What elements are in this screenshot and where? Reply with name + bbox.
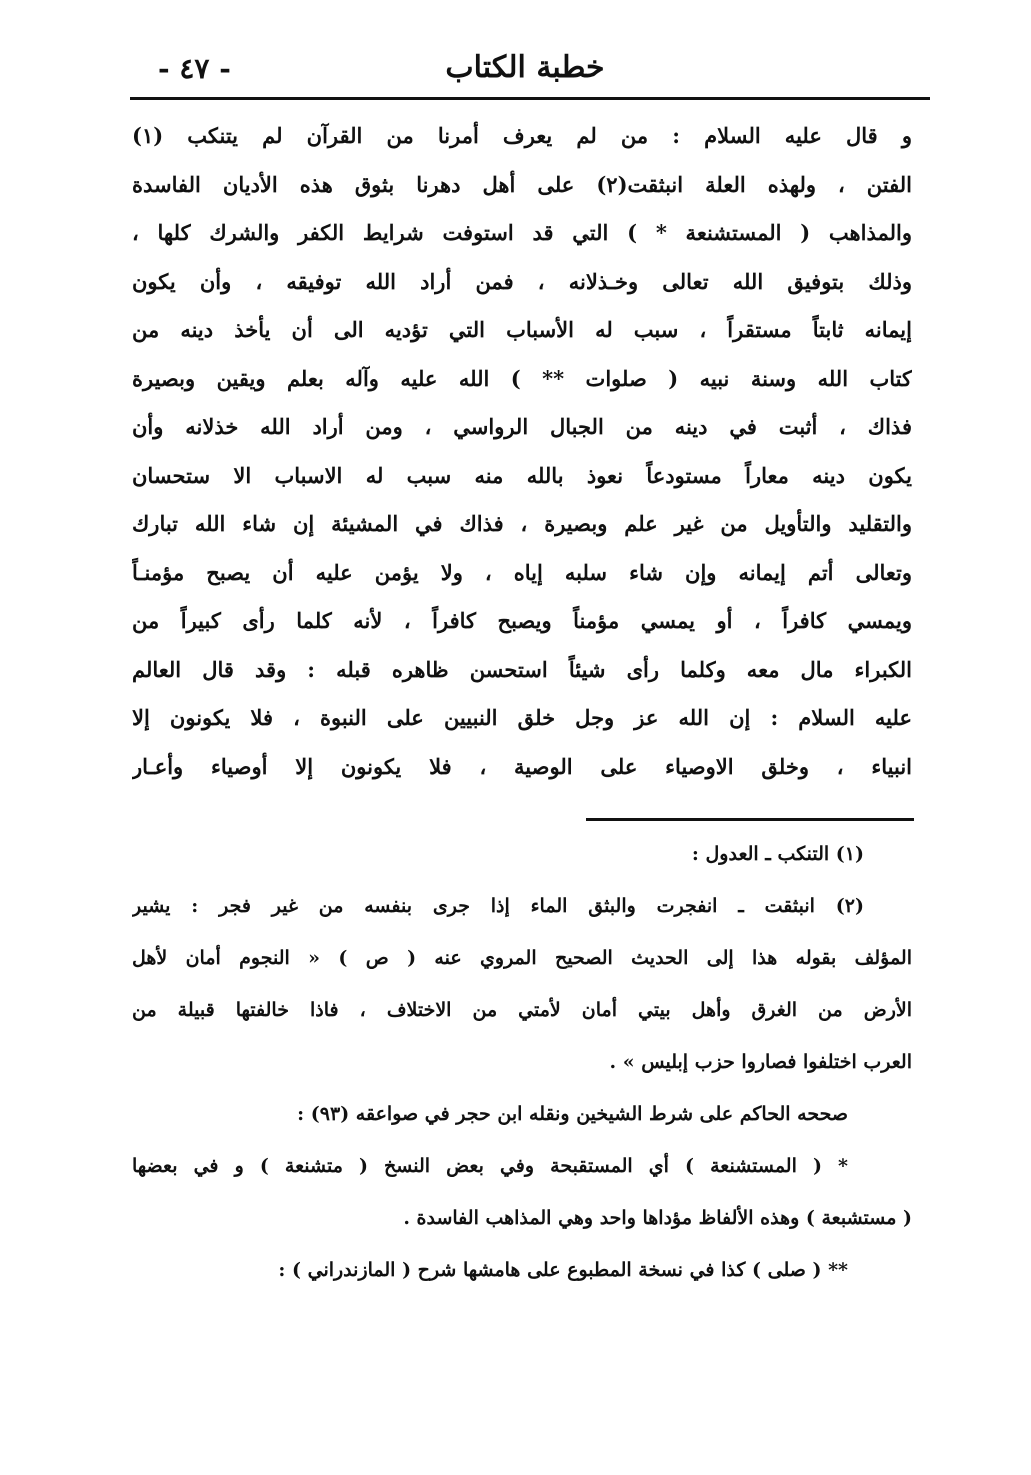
text-line: يكون دينه معاراً مستودعاً نعوذ بالله منه سبب له الاسباب الا ستحسان: [132, 462, 912, 488]
header-rule: [130, 97, 930, 100]
text-line: عليه السلام : إن الله عز وجل خلق النبيين على النبوة ، فلا يكونون إلا: [132, 705, 912, 730]
page-header: [130, 44, 920, 98]
footnote-line: صححه الحاكم على شرط الشيخين ونقله ابن حجر في صواعقه (٩٣) :: [297, 1103, 848, 1125]
text-line: الكبراء مال معه وكلما رأى شيئاً استحسن ظاهره قبله : وقد قال العالم: [132, 656, 912, 682]
footnote-line: ** ( صلى ) كذا في نسخة المطبوع على هامشها شرح ( المازندراني ) :: [278, 1259, 848, 1281]
footnote-line: المؤلف بقوله هذا إلى الحديث الصحيح المروي عنه ( ص ) « النجوم أمان لأهل: [132, 947, 912, 969]
text-line: كتاب الله وسنة نبيه ( صلوات ** ) الله عليه وآله بعلم ويقين وبصيرة: [132, 365, 912, 391]
text-line: فذاك ، أثبت في دينه من الجبال الرواسي ، ومن أراد الله خذلانه وأن: [132, 414, 912, 439]
footnote-2: [132, 880, 912, 1088]
footnotes: [132, 828, 912, 1296]
footnote-line: (١) التنكب ـ العدول :: [691, 843, 864, 865]
text-line: إيمانه ثابتاً مستقراً ، سبب له الأسباب التي تؤديه الى أن يأخذ دينه من: [132, 317, 912, 342]
footnote-1: [132, 828, 912, 880]
text-line: الفتن ، ولهذه العلة انبثقت(٢) على أهل دهرنا بثوق هذه الأديان الفاسدة: [132, 171, 912, 197]
footnote-source: [132, 1088, 912, 1140]
footnote-star-2: [132, 1244, 912, 1296]
text-line: ويمسي كافراً ، أو يمسي مؤمناً ويصبح كافراً ، لأنه كلما رأى كبيراً من: [132, 608, 912, 633]
text-line: و قال عليه السلام : من لم يعرف أمرنا من القرآن لم يتنكب (١): [132, 123, 912, 148]
footnote-line: * ( المستشنعة ) أي المستقبحة وفي بعض النسخ ( متشنعة ) و في بعضها: [132, 1155, 848, 1177]
running-title: خطبة الكتاب: [445, 50, 605, 85]
text-line: وتعالى أتم إيمانه وإن شاء سلبه إياه ، ولا يؤمن عليه أن يصبح مؤمنـاً: [132, 559, 912, 585]
text-line: والمذاهب ( المستشنعة * ) التي قد استوفت شرايط الكفر والشرك كلها ،: [132, 220, 912, 245]
footnote-star-1: [132, 1140, 912, 1244]
text-line: والتقليد والتأويل من غير علم وبصيرة ، فذاك في المشيئة إن شاء الله تبارك: [132, 511, 912, 536]
footnote-line: (٢) انبثقت ـ انفجرت والبثق الماء إذا جرى بنفسه من غير فجر : يشير: [132, 895, 864, 917]
text-line: انبياء ، وخلق الاوصياء على الوصية ، فلا يكونون إلا أوصياء وأعـار: [132, 753, 912, 779]
footnote-line: ( مستشبعة ) وهذه الألفاظ مؤداها واحد وهي المذاهب الفاسدة .: [403, 1207, 912, 1229]
footnote-line: الأرض من الغرق وأهل بيتي أمان لأمتي من الاختلاف ، فاذا خالفتها قبيلة من: [132, 999, 912, 1021]
footnote-rule: [586, 818, 914, 821]
footnote-line: العرب اختلفوا فصاروا حزب إبليس » .: [609, 1051, 912, 1073]
page-number: - ٤٧ -: [158, 52, 231, 85]
main-text: [132, 112, 912, 791]
text-line: وذلك بتوفيق الله تعالى وخـذلانه ، فمن أراد الله توفيقه ، وأن يكون: [132, 268, 912, 294]
